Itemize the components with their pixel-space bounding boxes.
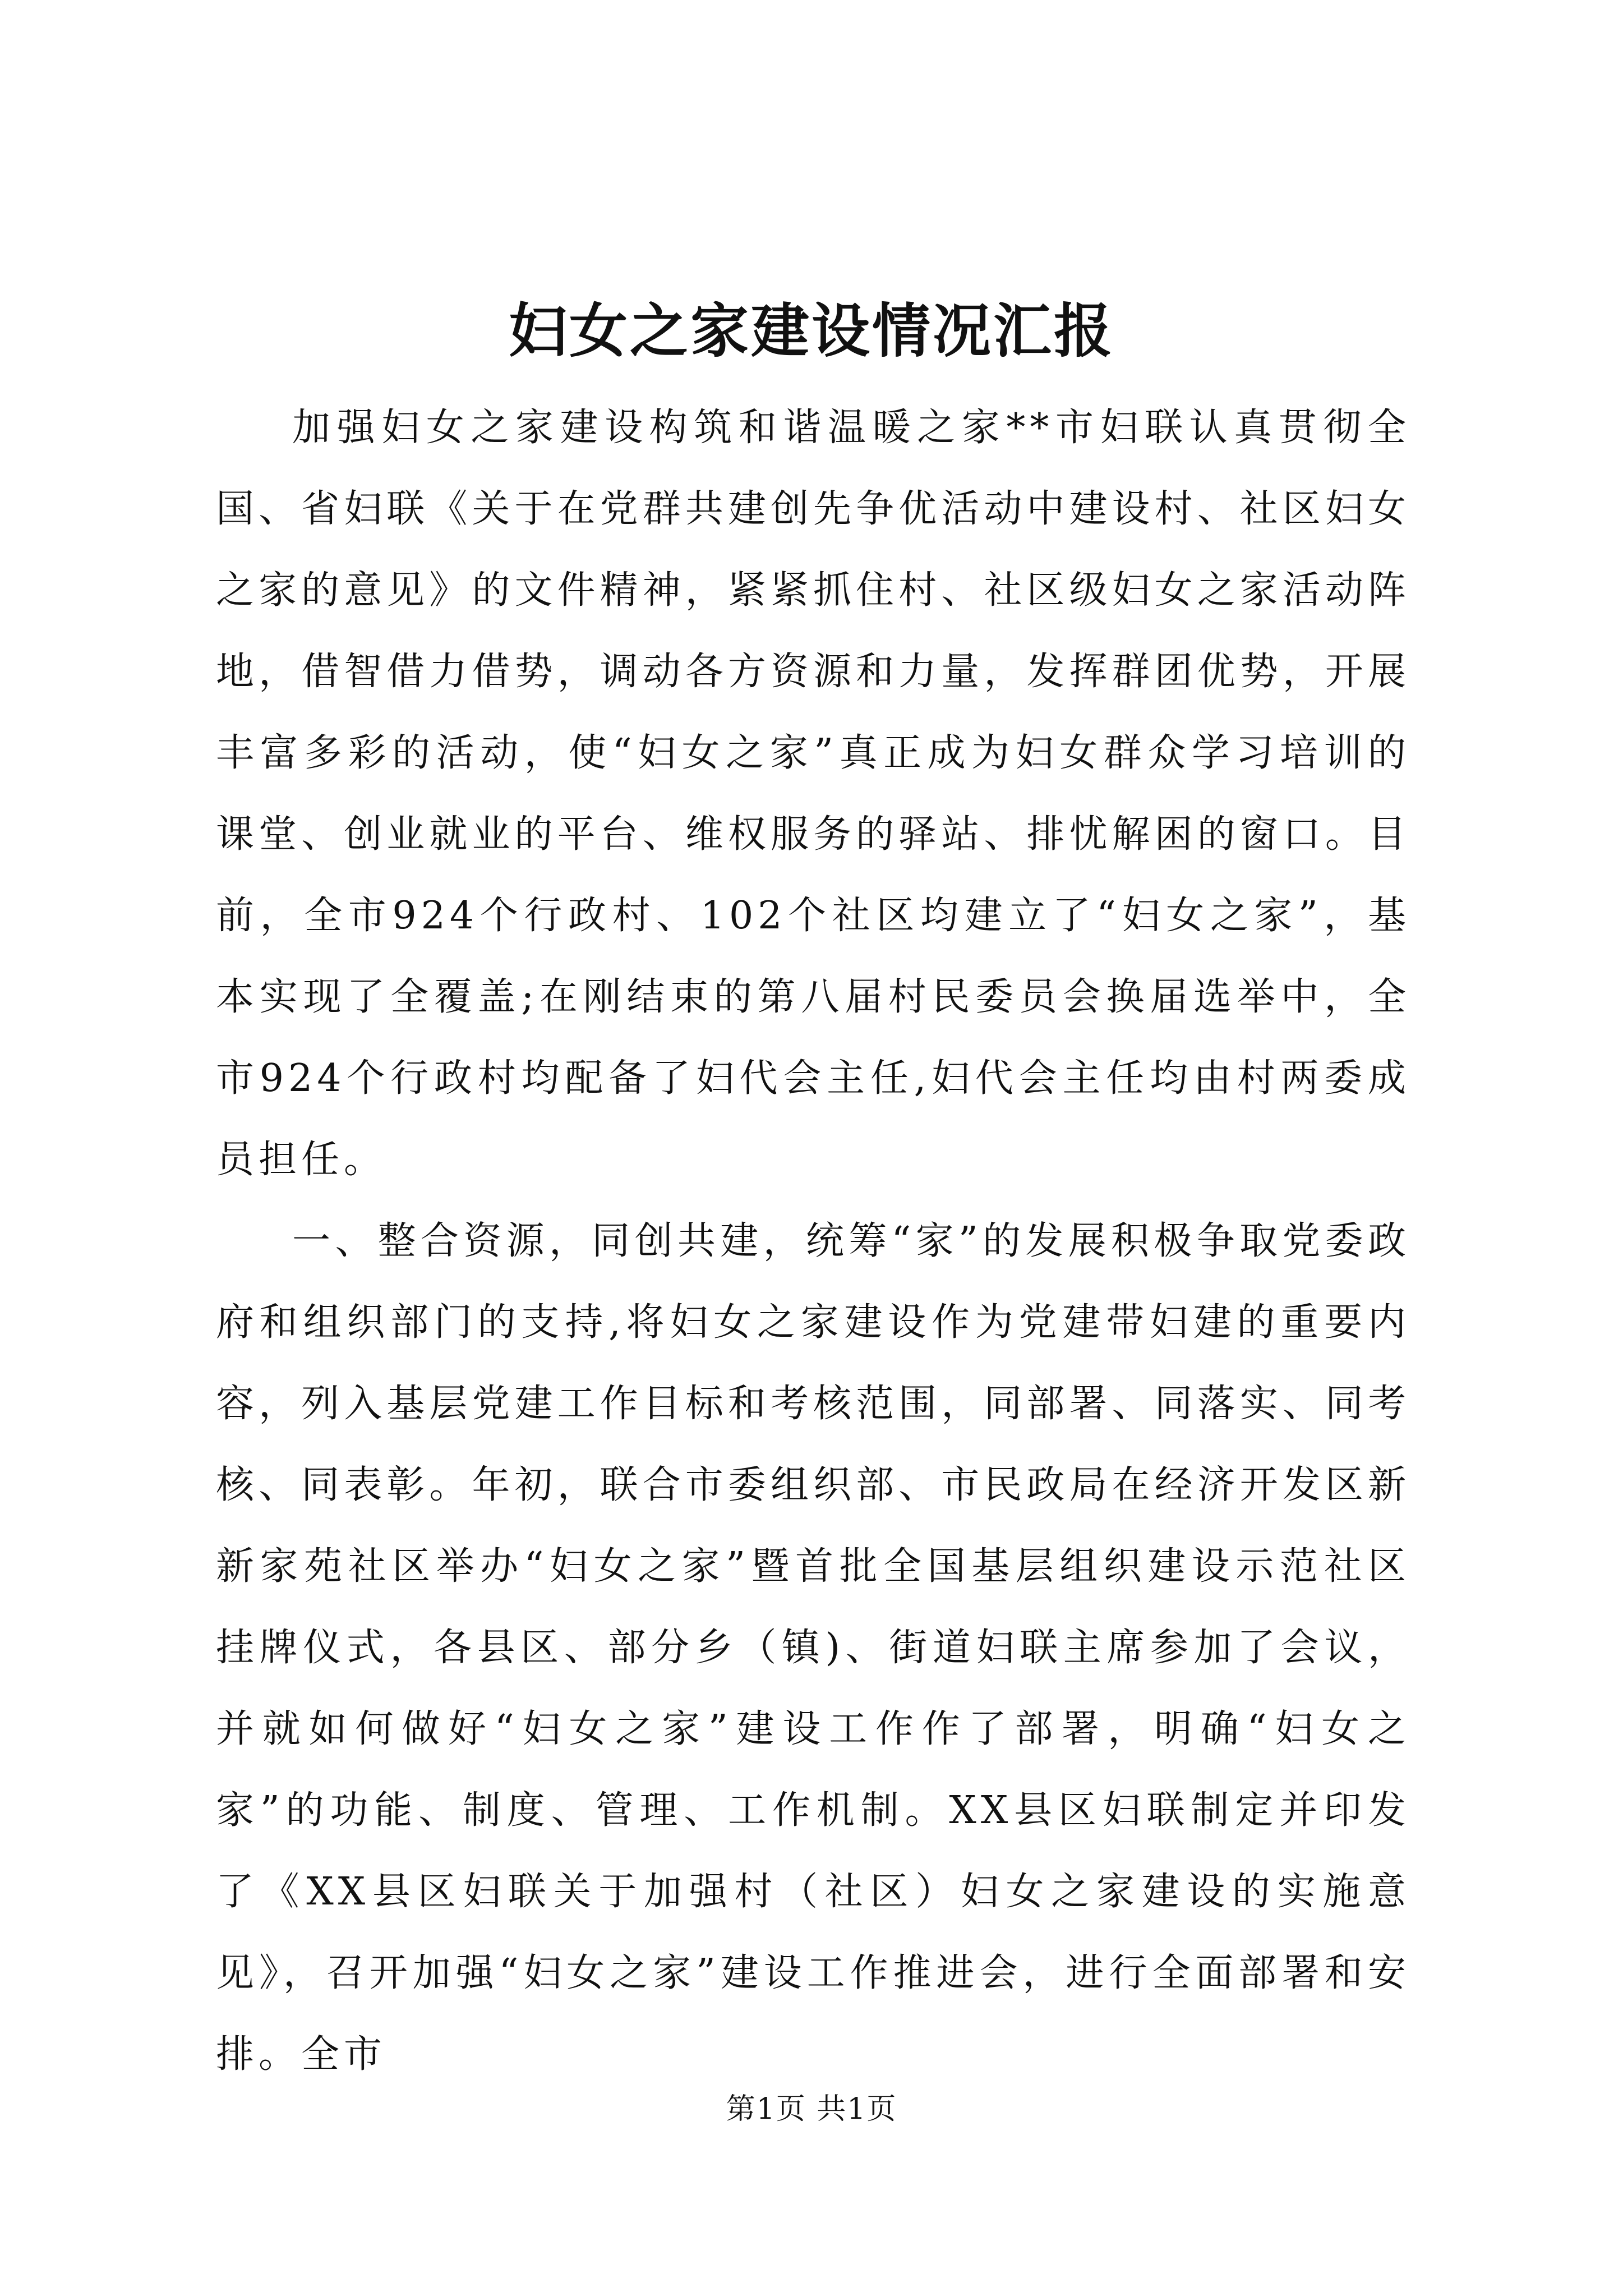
paragraph-intro: 加强妇女之家建设构筑和谐温暖之家**市妇联认真贯彻全国、省妇联《关于在党群共建创先争优活动中建设村、社区妇女之家的意见》的文件精神，紧紧抓住村、社区级妇女之家活动阵地，借智借力借势，调动各方资源和力量，发挥群团优势，开展丰富多彩的活动，使“妇女之家”真正成为妇女群众学习培训的课堂、创业就业的平台、维权服务的驿站、排忧解困的窗口。目前，全市924个行政村、102个社区均建立了“妇女之家”，基本实现了全覆盖;在刚结束的第八届村民委员会换届选举中，全市924个行政村均配备了妇代会主任,妇代会主任均由村两委成员担任。	[216, 406, 1410, 1182]
document-title: 妇女之家建设情况汇报	[508, 296, 1114, 365]
paragraph-section-one: 一、整合资源，同创共建，统筹“家”的发展积极争取党委政府和组织部门的支持,将妇女之家建设作为党建带妇建的重要内容，列入基层党建工作目标和考核范围，同部署、同落实、同考核、同表彰。年初，联合市委组织部、市民政局在经济开发区新新家苑社区举办“妇女之家”暨首批全国基层组织建设示范社区挂牌仪式，各县区、部分乡（镇)、街道妇联主席参加了会议，并就如何做好“妇女之家”建设工作作了部署，明确“妇女之家”的功能、制度、管理、工作机制。XX县区妇联制定并印发了《XX县区妇联关于加强村（社区）妇女之家建设的实施意见》，召开加强“妇女之家”建设工作推进会，进行全面部署和安排。全市	[216, 1219, 1411, 2077]
document-body	[216, 387, 1410, 2095]
page-footer: 第1页 共1页	[726, 2092, 897, 2126]
